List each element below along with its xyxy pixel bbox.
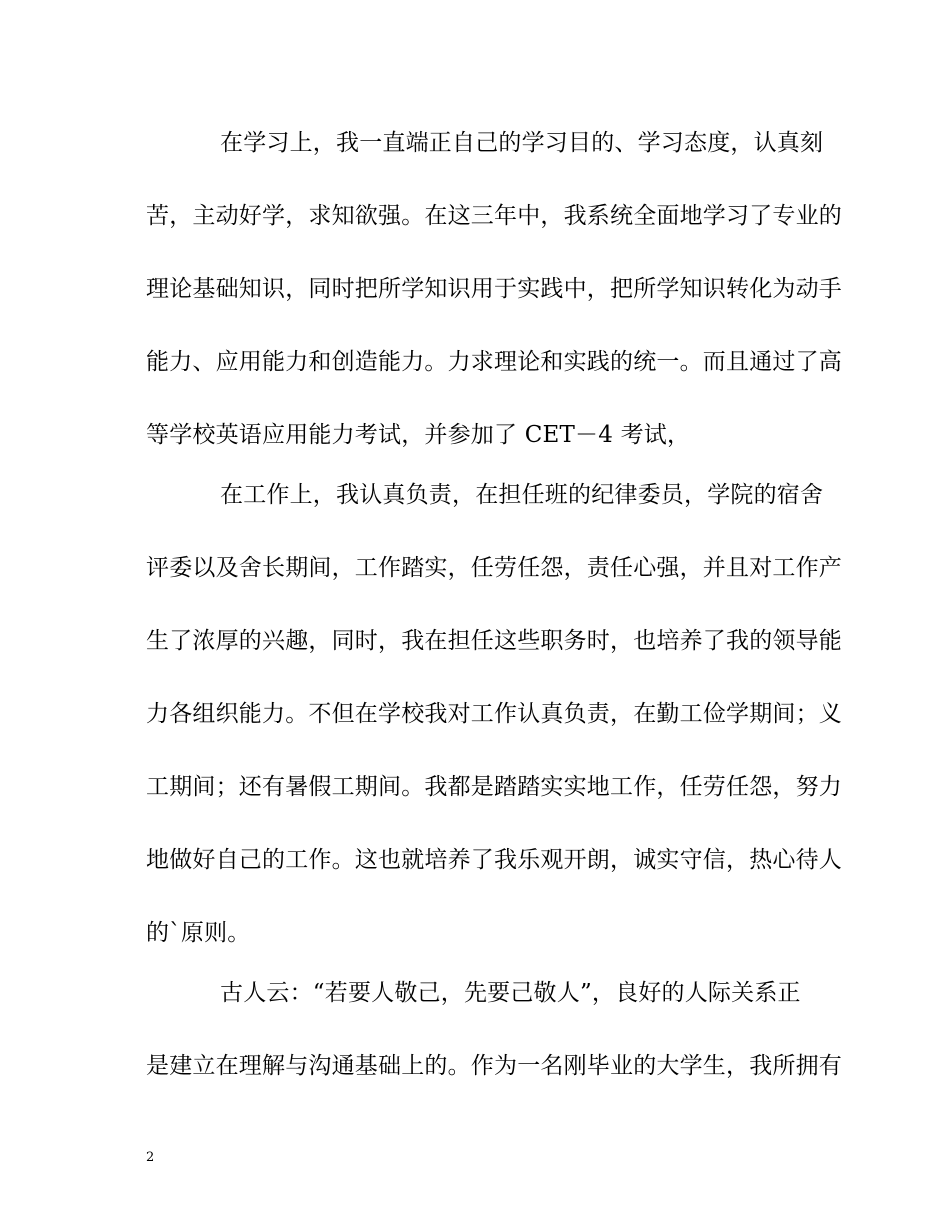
text-line: 在学习上，我一直端正自己的学习目的、学习态度，认真刻 — [220, 130, 824, 156]
text-line: 是建立在理解与沟通基础上的。作为一名刚毕业的大学生，我所拥有 — [146, 1053, 842, 1079]
text-line: 理论基础知识，同时把所学知识用于实践中，把所学知识转化为动手 — [146, 276, 842, 302]
text-line: 生了浓厚的兴趣，同时，我在担任这些职务时，也培养了我的领导能 — [146, 628, 842, 654]
text-line: 能力、应用能力和创造能力。力求理论和实践的统一。而且通过了高 — [146, 349, 842, 375]
page-number: 2 — [146, 1150, 155, 1165]
text-line: 力各组织能力。不但在学校我对工作认真负责，在勤工俭学期间；义 — [146, 701, 842, 727]
text-line: 的`原则。 — [146, 920, 251, 946]
text-line: 地做好自己的工作。这也就培养了我乐观开朗，诚实守信，热心待人 — [146, 847, 842, 873]
text-line: 工期间；还有暑假工期间。我都是踏踏实实地工作，任劳任怨，努力 — [146, 774, 842, 800]
text-line: 苦，主动好学，求知欲强。在这三年中，我系统全面地学习了专业的 — [146, 203, 842, 229]
text-line: 等学校英语应用能力考试，并参加了 CET－4 考试， — [146, 422, 691, 448]
text-line: 评委以及舍长期间，工作踏实，任劳任怨，责任心强，并且对工作产 — [146, 555, 842, 581]
text-line: 在工作上，我认真负责，在担任班的纪律委员，学院的宿舍 — [220, 482, 824, 508]
text-line: 古人云：“若要人敬己，先要己敬人”，良好的人际关系正 — [220, 980, 801, 1006]
